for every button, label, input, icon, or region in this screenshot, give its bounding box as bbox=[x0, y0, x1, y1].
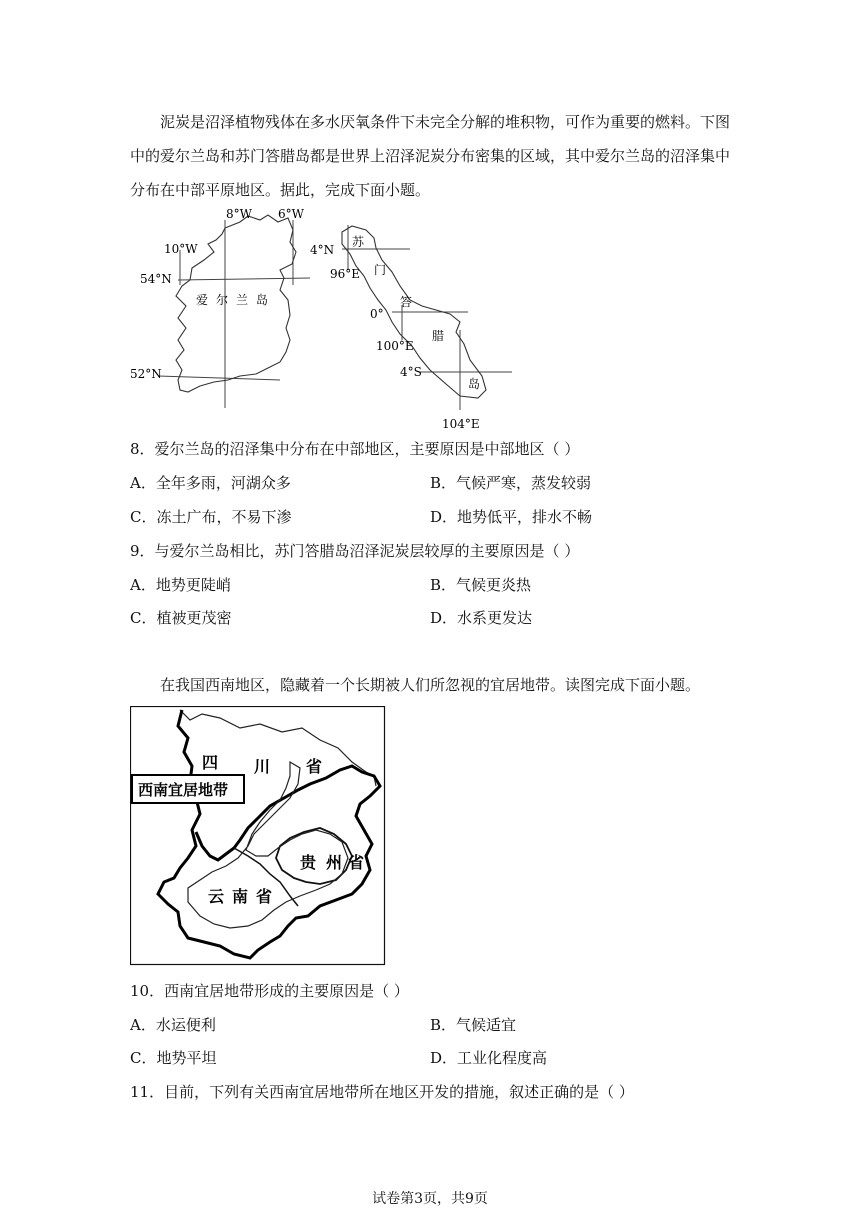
question-8-option-a[interactable]: A．全年多雨，河湖众多 bbox=[130, 474, 291, 492]
ireland-name-char: 尔 bbox=[216, 293, 229, 307]
question-8-option-b[interactable]: B．气候严寒，蒸发较弱 bbox=[430, 474, 592, 492]
southwest-china-map bbox=[130, 706, 386, 966]
question-9-stem: 9．与爱尔兰岛相比，苏门答腊岛沼泽泥炭层较厚的主要原因是（ ） bbox=[130, 542, 580, 560]
ireland-lon-10w: 10°W bbox=[164, 242, 198, 256]
question-10-option-a[interactable]: A．水运便利 bbox=[130, 1016, 216, 1034]
question-11-stem: 11．目前，下列有关西南宜居地带所在地区开发的措施，叙述正确的是（ ） bbox=[130, 1083, 634, 1101]
page-footer: 试卷第3页，共9页 bbox=[372, 1191, 488, 1207]
ireland-sumatra-map bbox=[130, 200, 530, 435]
sumatra-lon-96e: 96°E bbox=[330, 267, 361, 281]
passage-1-line-3: 分布在中部平原地区。据此，完成下面小题。 bbox=[130, 181, 431, 199]
livable-belt-label: 西南宜居地带 bbox=[138, 781, 229, 799]
ireland-lat-52n: 52°N bbox=[130, 367, 162, 381]
passage-1-line-1: 泥炭是沼泽植物残体在多水厌氧条件下未完全分解的堆积物，可作为重要的燃料。下图 bbox=[160, 113, 731, 131]
sumatra-name-char: 岛 bbox=[468, 377, 481, 391]
guizhou-label-char: 贵 bbox=[300, 853, 317, 872]
sichuan-label-char: 四 bbox=[202, 753, 219, 772]
ireland-name-char: 兰 bbox=[236, 293, 249, 307]
passage-1 bbox=[130, 105, 730, 207]
sumatra-lat-0: 0° bbox=[370, 307, 384, 321]
passage-2: 在我国西南地区，隐藏着一个长期被人们所忽视的宜居地带。读图完成下面小题。 bbox=[160, 676, 701, 694]
sumatra-lat-4s: 4°S bbox=[400, 365, 422, 379]
question-10-option-d[interactable]: D．工业化程度高 bbox=[430, 1049, 548, 1067]
question-8-stem: 8．爱尔兰岛的沼泽集中分布在中部地区，主要原因是中部地区（ ） bbox=[130, 440, 580, 458]
passage-1-line-2: 中的爱尔兰岛和苏门答腊岛都是世界上沼泽泥炭分布密集的区域，其中爱尔兰岛的沼泽集中 bbox=[130, 147, 731, 165]
sumatra-name-char: 答 bbox=[400, 295, 413, 309]
sichuan-label-char: 川 bbox=[254, 757, 271, 776]
sumatra-lat-4n: 4°N bbox=[310, 243, 335, 257]
question-9-option-c[interactable]: C．植被更茂密 bbox=[130, 609, 232, 627]
question-10-stem: 10．西南宜居地带形成的主要原因是（ ） bbox=[130, 982, 409, 1000]
guizhou-label-char: 州 bbox=[326, 853, 343, 872]
question-8-option-c[interactable]: C．冻土广布，不易下渗 bbox=[130, 508, 292, 526]
question-10-option-c[interactable]: C．地势平坦 bbox=[130, 1049, 217, 1067]
sumatra-name-char: 苏 bbox=[352, 235, 365, 249]
ireland-lon-6w: 6°W bbox=[278, 207, 304, 221]
guizhou-label-char: 省 bbox=[348, 853, 365, 872]
yunnan-label-char: 云 bbox=[208, 887, 225, 906]
sichuan-label-char: 省 bbox=[306, 757, 323, 776]
ireland-lon-8w: 8°W bbox=[226, 207, 252, 221]
yunnan-label-char: 南 bbox=[232, 887, 249, 906]
question-10-option-b[interactable]: B．气候适宜 bbox=[430, 1016, 517, 1034]
sumatra-name-char: 门 bbox=[374, 263, 387, 277]
ireland-name-char: 岛 bbox=[256, 293, 269, 307]
ireland-lat-54n: 54°N bbox=[140, 272, 172, 286]
sumatra-name-char: 腊 bbox=[432, 329, 445, 343]
ireland-name-char: 爱 bbox=[196, 293, 209, 307]
yunnan-label-char: 省 bbox=[256, 887, 273, 906]
question-9-option-b[interactable]: B．气候更炎热 bbox=[430, 576, 532, 594]
sumatra-lon-104e: 104°E bbox=[442, 417, 480, 431]
question-9-option-a[interactable]: A．地势更陡峭 bbox=[130, 576, 231, 594]
question-9-option-d[interactable]: D．水系更发达 bbox=[430, 609, 533, 627]
sumatra-lon-100e: 100°E bbox=[376, 339, 414, 353]
question-8-option-d[interactable]: D．地势低平，排水不畅 bbox=[430, 508, 593, 526]
